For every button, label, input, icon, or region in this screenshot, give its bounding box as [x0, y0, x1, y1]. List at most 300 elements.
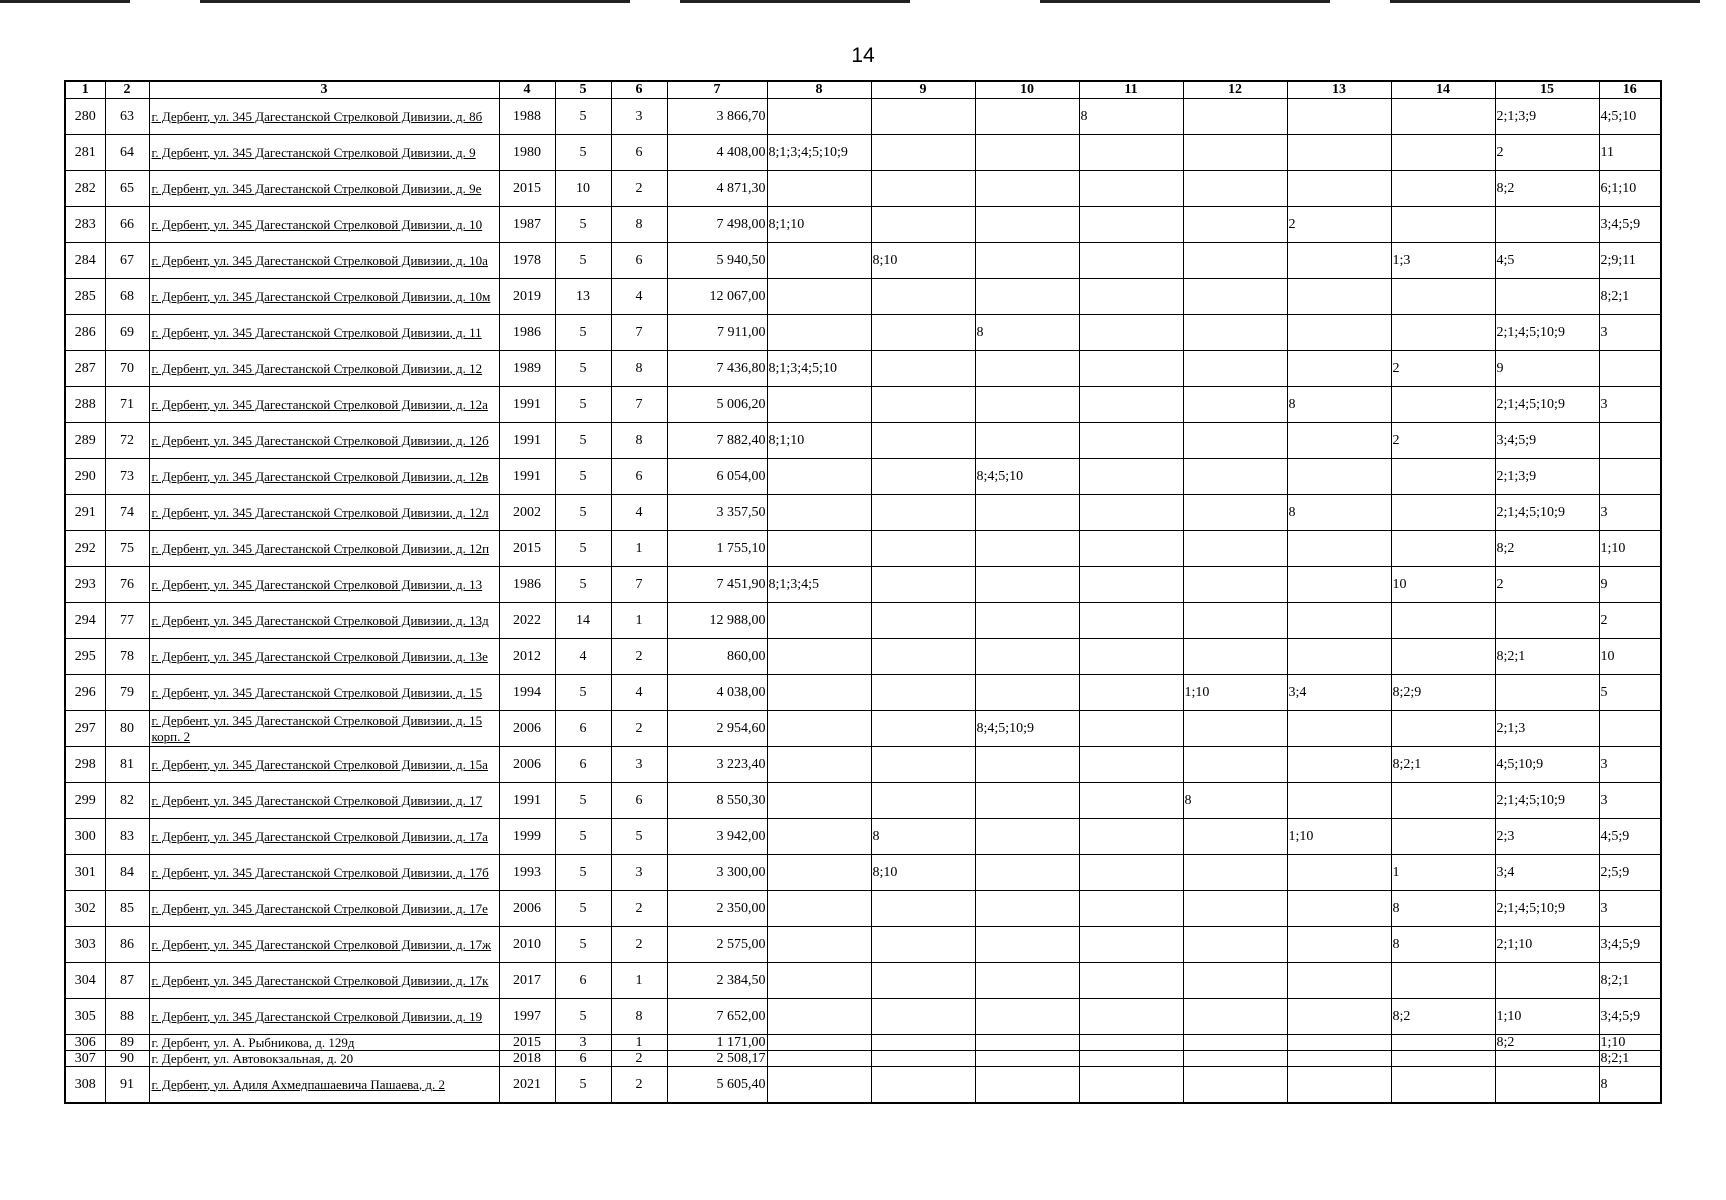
cell-col-9: [871, 423, 975, 459]
cell-col-12: [1183, 423, 1287, 459]
cell-entrances: 5: [611, 819, 667, 855]
cell-col-12: [1183, 567, 1287, 603]
cell-row-number: 308: [65, 1067, 105, 1104]
cell-col-13: [1287, 963, 1391, 999]
cell-col-9: [871, 1051, 975, 1067]
cell-col-15: 2;1;4;5;10;9: [1495, 891, 1599, 927]
cell-area: 4 408,00: [667, 135, 767, 171]
cell-row-number: 289: [65, 423, 105, 459]
cell-col-16: 1;10: [1599, 1035, 1661, 1051]
cell-col-14: [1391, 315, 1495, 351]
cell-area: 3 942,00: [667, 819, 767, 855]
cell-col-13: [1287, 927, 1391, 963]
cell-address: г. Дербент, ул. 345 Дагестанской Стрелковой Дивизии, д. 17е: [149, 891, 499, 927]
cell-address: г. Дербент, ул. 345 Дагестанской Стрелковой Дивизии, д. 11: [149, 315, 499, 351]
cell-year-built: 2015: [499, 171, 555, 207]
cell-col-10: [975, 243, 1079, 279]
cell-col-16: 8;2;1: [1599, 279, 1661, 315]
cell-col-14: [1391, 1067, 1495, 1104]
cell-area: 7 911,00: [667, 315, 767, 351]
cell-row-number: 297: [65, 711, 105, 747]
scan-top-rule: [0, 0, 130, 3]
cell-entrances: 4: [611, 279, 667, 315]
cell-col-11: [1079, 171, 1183, 207]
cell-col-16: 2;5;9: [1599, 855, 1661, 891]
cell-col-8: [767, 99, 871, 135]
cell-year-built: 2006: [499, 891, 555, 927]
cell-year-built: 2010: [499, 927, 555, 963]
cell-row-number: 299: [65, 783, 105, 819]
cell-col-13: [1287, 315, 1391, 351]
cell-row-number: 306: [65, 1035, 105, 1051]
column-header-9: 9: [871, 81, 975, 99]
cell-floors: 5: [555, 855, 611, 891]
cell-col-12: [1183, 891, 1287, 927]
cell-row-number: 307: [65, 1051, 105, 1067]
cell-col-12: [1183, 351, 1287, 387]
cell-col-12: [1183, 819, 1287, 855]
cell-area: 2 508,17: [667, 1051, 767, 1067]
cell-col-16: 10: [1599, 639, 1661, 675]
cell-col-10: [975, 387, 1079, 423]
cell-col-9: [871, 747, 975, 783]
cell-col-13: [1287, 459, 1391, 495]
cell-entrances: 2: [611, 711, 667, 747]
cell-col-14: 8;2;1: [1391, 747, 1495, 783]
cell-entrances: 8: [611, 999, 667, 1035]
cell-entrances: 1: [611, 1035, 667, 1051]
cell-col-8: 8;1;3;4;5: [767, 567, 871, 603]
cell-year-built: 1987: [499, 207, 555, 243]
cell-col-15: 2;1;10: [1495, 927, 1599, 963]
cell-year-built: 1997: [499, 999, 555, 1035]
cell-address: г. Дербент, ул. 345 Дагестанской Стрелковой Дивизии, д. 15 корп. 2: [149, 711, 499, 747]
cell-col-13: [1287, 99, 1391, 135]
cell-local-number: 84: [105, 855, 149, 891]
table-row: [65, 891, 1661, 927]
cell-floors: 5: [555, 315, 611, 351]
cell-row-number: 282: [65, 171, 105, 207]
cell-year-built: 2015: [499, 1035, 555, 1051]
cell-year-built: 1989: [499, 351, 555, 387]
cell-col-11: [1079, 927, 1183, 963]
table-row: [65, 135, 1661, 171]
cell-row-number: 298: [65, 747, 105, 783]
cell-area: 5 605,40: [667, 1067, 767, 1104]
cell-col-13: [1287, 747, 1391, 783]
cell-col-8: [767, 315, 871, 351]
cell-col-12: 8: [1183, 783, 1287, 819]
cell-col-8: 8;1;10: [767, 207, 871, 243]
cell-col-8: [767, 1067, 871, 1104]
cell-local-number: 80: [105, 711, 149, 747]
table-row: [65, 927, 1661, 963]
cell-local-number: 81: [105, 747, 149, 783]
cell-col-13: [1287, 603, 1391, 639]
cell-floors: 5: [555, 495, 611, 531]
cell-row-number: 293: [65, 567, 105, 603]
cell-col-11: [1079, 819, 1183, 855]
table-row: [65, 783, 1661, 819]
cell-year-built: 1991: [499, 459, 555, 495]
cell-col-16: [1599, 711, 1661, 747]
cell-floors: 6: [555, 963, 611, 999]
cell-local-number: 90: [105, 1051, 149, 1067]
cell-entrances: 2: [611, 1067, 667, 1104]
cell-local-number: 67: [105, 243, 149, 279]
cell-address: г. Дербент, ул. 345 Дагестанской Стрелковой Дивизии, д. 10: [149, 207, 499, 243]
cell-col-12: [1183, 1035, 1287, 1051]
column-header-12: 12: [1183, 81, 1287, 99]
cell-col-13: [1287, 1067, 1391, 1104]
cell-local-number: 86: [105, 927, 149, 963]
cell-col-13: 8: [1287, 387, 1391, 423]
cell-address: г. Дербент, ул. 345 Дагестанской Стрелковой Дивизии, д. 12л: [149, 495, 499, 531]
cell-col-14: [1391, 963, 1495, 999]
cell-col-8: [767, 783, 871, 819]
cell-area: 2 350,00: [667, 891, 767, 927]
cell-col-15: 2;1;3: [1495, 711, 1599, 747]
cell-col-14: 8: [1391, 927, 1495, 963]
cell-col-14: [1391, 99, 1495, 135]
cell-col-8: [767, 747, 871, 783]
cell-address: г. Дербент, ул. 345 Дагестанской Стрелковой Дивизии, д. 13д: [149, 603, 499, 639]
cell-col-9: [871, 171, 975, 207]
cell-address: г. Дербент, ул. 345 Дагестанской Стрелковой Дивизии, д. 15а: [149, 747, 499, 783]
cell-col-16: 3: [1599, 387, 1661, 423]
cell-col-15: [1495, 279, 1599, 315]
cell-row-number: 303: [65, 927, 105, 963]
table-row: [65, 675, 1661, 711]
scan-top-rule: [680, 0, 910, 3]
cell-address: г. Дербент, ул. 345 Дагестанской Стрелковой Дивизии, д. 10м: [149, 279, 499, 315]
table-row: [65, 567, 1661, 603]
cell-col-9: [871, 387, 975, 423]
cell-year-built: 1999: [499, 819, 555, 855]
cell-col-10: [975, 1051, 1079, 1067]
cell-col-12: [1183, 927, 1287, 963]
cell-area: 2 384,50: [667, 963, 767, 999]
cell-col-16: 4;5;9: [1599, 819, 1661, 855]
cell-col-11: [1079, 747, 1183, 783]
cell-col-10: [975, 171, 1079, 207]
cell-col-9: [871, 927, 975, 963]
cell-col-15: [1495, 675, 1599, 711]
cell-local-number: 68: [105, 279, 149, 315]
cell-area: 7 451,90: [667, 567, 767, 603]
cell-col-9: [871, 135, 975, 171]
cell-entrances: 2: [611, 639, 667, 675]
cell-col-15: 8;2: [1495, 1035, 1599, 1051]
cell-col-14: [1391, 531, 1495, 567]
cell-entrances: 3: [611, 747, 667, 783]
cell-area: 6 054,00: [667, 459, 767, 495]
cell-col-14: [1391, 1051, 1495, 1067]
table-row: [65, 999, 1661, 1035]
cell-col-13: 1;10: [1287, 819, 1391, 855]
cell-col-10: [975, 747, 1079, 783]
cell-col-11: [1079, 387, 1183, 423]
cell-entrances: 3: [611, 99, 667, 135]
cell-local-number: 89: [105, 1035, 149, 1051]
cell-floors: 5: [555, 1067, 611, 1104]
cell-row-number: 296: [65, 675, 105, 711]
cell-area: 7 498,00: [667, 207, 767, 243]
cell-col-8: [767, 243, 871, 279]
table-row: [65, 639, 1661, 675]
cell-col-10: [975, 855, 1079, 891]
table-row: [65, 459, 1661, 495]
cell-floors: 5: [555, 891, 611, 927]
table-row: [65, 207, 1661, 243]
cell-col-9: [871, 963, 975, 999]
cell-col-9: [871, 1067, 975, 1104]
cell-col-16: 8: [1599, 1067, 1661, 1104]
cell-floors: 5: [555, 243, 611, 279]
cell-col-8: [767, 891, 871, 927]
cell-floors: 5: [555, 675, 611, 711]
cell-area: 7 652,00: [667, 999, 767, 1035]
cell-local-number: 65: [105, 171, 149, 207]
cell-col-11: [1079, 891, 1183, 927]
cell-area: 2 954,60: [667, 711, 767, 747]
table-row: [65, 99, 1661, 135]
cell-col-11: [1079, 567, 1183, 603]
cell-col-16: 11: [1599, 135, 1661, 171]
cell-col-13: [1287, 135, 1391, 171]
cell-col-12: [1183, 315, 1287, 351]
cell-col-13: [1287, 423, 1391, 459]
cell-col-14: [1391, 783, 1495, 819]
cell-year-built: 1986: [499, 567, 555, 603]
cell-col-10: [975, 567, 1079, 603]
cell-area: 3 357,50: [667, 495, 767, 531]
table-row: [65, 171, 1661, 207]
cell-area: 12 067,00: [667, 279, 767, 315]
cell-col-16: [1599, 459, 1661, 495]
cell-col-9: [871, 495, 975, 531]
cell-year-built: 1986: [499, 315, 555, 351]
column-header-5: 5: [555, 81, 611, 99]
cell-col-14: 8: [1391, 891, 1495, 927]
cell-col-12: [1183, 603, 1287, 639]
cell-col-13: [1287, 171, 1391, 207]
cell-entrances: 8: [611, 351, 667, 387]
column-header-1: 1: [65, 81, 105, 99]
cell-col-11: [1079, 1067, 1183, 1104]
cell-local-number: 73: [105, 459, 149, 495]
cell-col-15: 2;1;4;5;10;9: [1495, 495, 1599, 531]
column-header-8: 8: [767, 81, 871, 99]
cell-col-10: [975, 999, 1079, 1035]
cell-address: г. Дербент, ул. 345 Дагестанской Стрелковой Дивизии, д. 12в: [149, 459, 499, 495]
cell-entrances: 6: [611, 783, 667, 819]
table-row: [65, 531, 1661, 567]
cell-year-built: 2018: [499, 1051, 555, 1067]
cell-col-13: [1287, 351, 1391, 387]
cell-area: 1 171,00: [667, 1035, 767, 1051]
cell-col-13: 8: [1287, 495, 1391, 531]
cell-col-8: [767, 1051, 871, 1067]
cell-address: г. Дербент, ул. 345 Дагестанской Стрелковой Дивизии, д. 8б: [149, 99, 499, 135]
cell-col-11: [1079, 279, 1183, 315]
cell-col-10: [975, 675, 1079, 711]
cell-floors: 6: [555, 747, 611, 783]
cell-local-number: 82: [105, 783, 149, 819]
cell-col-10: [975, 207, 1079, 243]
cell-col-15: [1495, 207, 1599, 243]
cell-floors: 5: [555, 999, 611, 1035]
cell-col-15: 8;2;1: [1495, 639, 1599, 675]
cell-col-14: [1391, 711, 1495, 747]
cell-col-11: [1079, 243, 1183, 279]
cell-col-9: [871, 711, 975, 747]
cell-col-8: [767, 171, 871, 207]
cell-col-13: 3;4: [1287, 675, 1391, 711]
cell-col-16: 2;9;11: [1599, 243, 1661, 279]
column-header-15: 15: [1495, 81, 1599, 99]
cell-local-number: 83: [105, 819, 149, 855]
cell-col-14: [1391, 819, 1495, 855]
cell-col-14: 1;3: [1391, 243, 1495, 279]
cell-col-16: 5: [1599, 675, 1661, 711]
cell-col-12: [1183, 999, 1287, 1035]
cell-col-14: [1391, 459, 1495, 495]
cell-col-10: [975, 495, 1079, 531]
cell-col-8: [767, 855, 871, 891]
cell-col-16: 3;4;5;9: [1599, 999, 1661, 1035]
cell-year-built: 2002: [499, 495, 555, 531]
cell-col-11: [1079, 495, 1183, 531]
cell-col-12: [1183, 855, 1287, 891]
cell-row-number: 302: [65, 891, 105, 927]
cell-floors: 10: [555, 171, 611, 207]
cell-col-12: [1183, 459, 1287, 495]
cell-floors: 5: [555, 927, 611, 963]
cell-row-number: 283: [65, 207, 105, 243]
cell-col-16: 2: [1599, 603, 1661, 639]
cell-col-9: [871, 675, 975, 711]
cell-col-15: 2: [1495, 135, 1599, 171]
cell-floors: 5: [555, 819, 611, 855]
cell-local-number: 74: [105, 495, 149, 531]
cell-area: 7 436,80: [667, 351, 767, 387]
column-header-14: 14: [1391, 81, 1495, 99]
cell-col-9: [871, 531, 975, 567]
cell-col-15: 2;1;3;9: [1495, 459, 1599, 495]
cell-col-12: [1183, 1051, 1287, 1067]
cell-address: г. Дербент, ул. 345 Дагестанской Стрелковой Дивизии, д. 12: [149, 351, 499, 387]
cell-col-8: [767, 819, 871, 855]
cell-col-11: [1079, 603, 1183, 639]
cell-entrances: 6: [611, 135, 667, 171]
cell-col-11: [1079, 351, 1183, 387]
housing-register-table: [64, 80, 1662, 1104]
cell-col-11: [1079, 207, 1183, 243]
cell-col-10: [975, 891, 1079, 927]
cell-row-number: 305: [65, 999, 105, 1035]
cell-col-8: [767, 531, 871, 567]
cell-col-13: [1287, 567, 1391, 603]
cell-col-11: [1079, 855, 1183, 891]
cell-col-12: [1183, 99, 1287, 135]
cell-local-number: 78: [105, 639, 149, 675]
cell-col-10: [975, 423, 1079, 459]
cell-col-12: 1;10: [1183, 675, 1287, 711]
cell-year-built: 2021: [499, 1067, 555, 1104]
cell-address: г. Дербент, ул. Адиля Ахмедпашаевича Пашаева, д. 2: [149, 1067, 499, 1104]
cell-row-number: 285: [65, 279, 105, 315]
cell-entrances: 6: [611, 459, 667, 495]
cell-col-15: 8;2: [1495, 531, 1599, 567]
cell-col-9: 8;10: [871, 855, 975, 891]
column-header-6: 6: [611, 81, 667, 99]
cell-col-15: [1495, 603, 1599, 639]
scan-top-rule: [200, 0, 630, 3]
cell-col-9: [871, 351, 975, 387]
cell-entrances: 2: [611, 1051, 667, 1067]
cell-entrances: 4: [611, 495, 667, 531]
cell-col-13: [1287, 639, 1391, 675]
cell-address: г. Дербент, ул. 345 Дагестанской Стрелковой Дивизии, д. 9: [149, 135, 499, 171]
cell-col-12: [1183, 531, 1287, 567]
cell-area: 8 550,30: [667, 783, 767, 819]
cell-floors: 3: [555, 1035, 611, 1051]
cell-col-8: [767, 279, 871, 315]
cell-col-16: 3;4;5;9: [1599, 207, 1661, 243]
cell-col-15: [1495, 1067, 1599, 1104]
cell-col-15: 3;4: [1495, 855, 1599, 891]
cell-area: 7 882,40: [667, 423, 767, 459]
cell-floors: 14: [555, 603, 611, 639]
column-header-7: 7: [667, 81, 767, 99]
cell-row-number: 291: [65, 495, 105, 531]
cell-col-14: [1391, 639, 1495, 675]
table-row: [65, 315, 1661, 351]
cell-col-15: 2;1;4;5;10;9: [1495, 387, 1599, 423]
cell-local-number: 77: [105, 603, 149, 639]
cell-col-9: 8: [871, 819, 975, 855]
cell-col-10: [975, 135, 1079, 171]
table-row: [65, 423, 1661, 459]
cell-col-16: [1599, 351, 1661, 387]
cell-col-11: 8: [1079, 99, 1183, 135]
cell-col-11: [1079, 783, 1183, 819]
table-row: [65, 711, 1661, 747]
cell-col-10: [975, 927, 1079, 963]
cell-floors: 5: [555, 99, 611, 135]
cell-year-built: 2012: [499, 639, 555, 675]
cell-row-number: 284: [65, 243, 105, 279]
cell-col-14: [1391, 387, 1495, 423]
cell-year-built: 2015: [499, 531, 555, 567]
cell-row-number: 290: [65, 459, 105, 495]
column-header-10: 10: [975, 81, 1079, 99]
cell-entrances: 7: [611, 567, 667, 603]
cell-col-8: [767, 927, 871, 963]
page-number: 14: [851, 44, 875, 67]
cell-row-number: 287: [65, 351, 105, 387]
cell-col-16: [1599, 423, 1661, 459]
scan-top-rule: [1390, 0, 1700, 3]
cell-area: 3 866,70: [667, 99, 767, 135]
cell-col-9: [871, 639, 975, 675]
cell-col-9: [871, 315, 975, 351]
cell-col-9: [871, 1035, 975, 1051]
cell-col-8: [767, 639, 871, 675]
cell-floors: 5: [555, 459, 611, 495]
cell-row-number: 300: [65, 819, 105, 855]
